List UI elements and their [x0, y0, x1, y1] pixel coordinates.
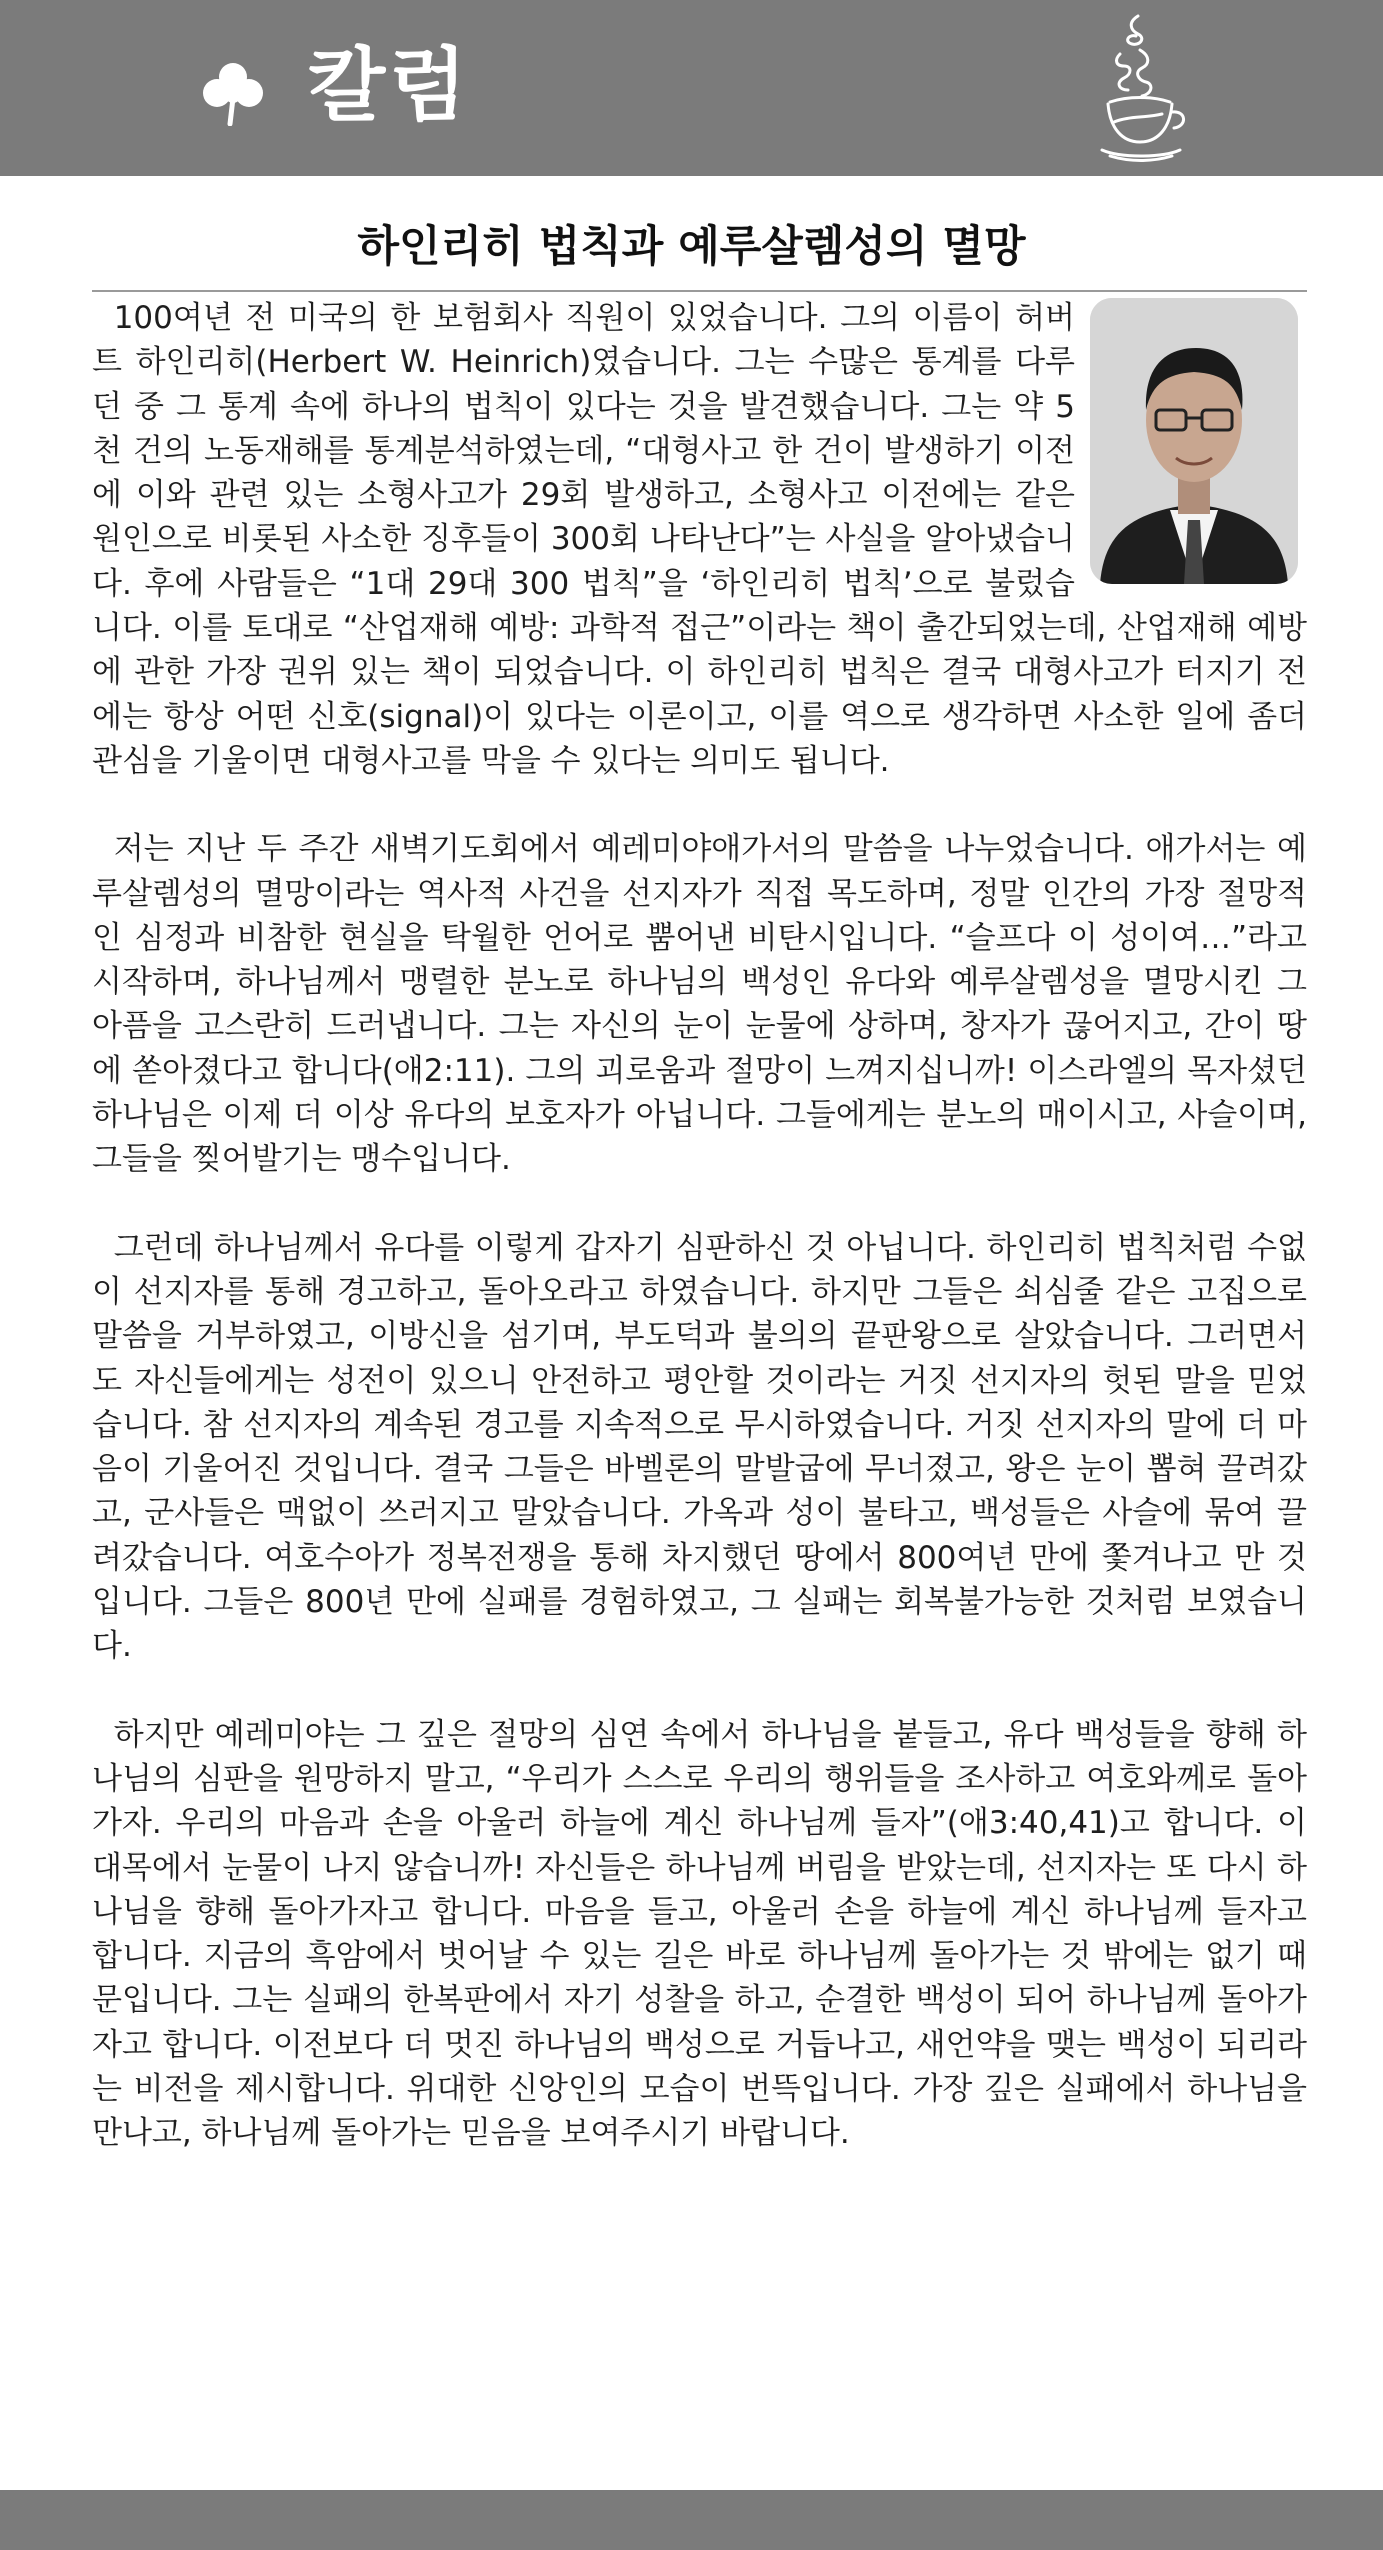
- header-bar: [0, 0, 1383, 176]
- article-body: [92, 296, 1307, 2200]
- coffee-cup-icon: [1080, 10, 1190, 170]
- photo-spacer: [1075, 296, 1307, 596]
- paragraph: 저는 지난 두 주간 새벽기도회에서 예레미야애가서의 말씀을 나누었습니다. 애가서는 예루살렘성의 멸망이라는 역사적 사건을 선지자가 직접 목도하며, 정말 인간의 가장 절망적인 심정과 비참한 현실을 탁월한 언어로 뿜어낸 비탄시입니다. “슬프다 이 성이여…”라고 시작하며, 하나님께서 맹렬한 분노로 하나님의 백성인 유다와 예루살렘성을 멸망시킨 그 아픔을 고스란히 드러냅니다. 그는 자신의 눈이 눈물에 상하며, 창자가 끊어지고, 간이 땅에 쏟아졌다고 합니다(애2:11). 그의 괴로움과 절망이 느껴지십니까! 이스라엘의 목자셨던 하나님은 이제 더 이상 유다의 보호자가 아닙니다. 그들에게는 분노의 매이시고, 사슬이며, 그들을 찢어발기는 맹수입니다.: [92, 831, 1307, 1178]
- article-title: 하인리히 법칙과 예루살렘성의 멸망: [357, 222, 1026, 272]
- footer-bar: [0, 2490, 1383, 2550]
- clover-icon: [200, 60, 266, 126]
- section-title: 칼럼: [308, 39, 471, 132]
- paragraph: 100여년 전 미국의 한 보험회사 직원이 있었습니다. 그의 이름이 허버트 하인리히(Herbert W. Heinrich)였습니다. 그는 수많은 통계를 다루던 중 그 통계 속에 하나의 법칙이 있다는 것을 발견했습니다. 그는 약 5천 건의 노동재해를 통계분석하였는데, “대형사고 한 건이 발생하기 이전에 이와 관련 있는 소형사고가 29회 발생하고, 소형사고 이전에는 같은 원인으로 비롯된 사소한 징후들이 300회 나타난다”는 사실을 알아냈습니다. 후에 사람들은 “1대 29대 300 법칙”을 ‘하인리히 법칙’으로 불렀습니다. 이를 토대로 “산업재해 예방: 과학적 접근”이라는 책이 출간되었는데, 산업재해 예방에 관한 가장 권위 있는 책이 되었습니다. 이 하인리히 법칙은 결국 대형사고가 터지기 전에는 항상 어떤 신호(signal)이 있다는 이론이고, 이를 역으로 생각하면 사소한 일에 좀더 관심을 기울이면 대형사고를 막을 수 있다는 의미도 됩니다.: [92, 300, 1307, 779]
- paragraph: 하지만 예레미야는 그 깊은 절망의 심연 속에서 하나님을 붙들고, 유다 백성들을 향해 하나님의 심판을 원망하지 말고, “우리가 스스로 우리의 행위들을 조사하고 여호와께로 돌아가자. 우리의 마음과 손을 아울러 하늘에 계신 하나님께 들자”(애3:40,41)고 합니다. 이 대목에서 눈물이 나지 않습니까! 자신들은 하나님께 버림을 받았는데, 선지자는 또 다시 하나님을 향해 돌아가자고 합니다. 마음을 들고, 아울러 손을 하늘에 계신 하나님께 들자고 합니다. 지금의 흑암에서 벗어날 수 있는 길은 바로 하나님께 돌아가는 것 밖에는 없기 때문입니다. 그는 실패의 한복판에서 자기 성찰을 하고, 순결한 백성이 되어 하나님께 돌아가자고 합니다. 이전보다 더 멋진 하나님의 백성으로 거듭나고, 새언약을 맺는 백성이 되리라는 비전을 제시합니다. 위대한 신앙인의 모습이 번뜩입니다. 가장 깊은 실패에서 하나님을 만나고, 하나님께 돌아가는 믿음을 보여주시기 바랍니다.: [92, 1716, 1307, 2152]
- title-divider: [92, 290, 1307, 292]
- paragraph: 그런데 하나님께서 유다를 이렇게 갑자기 심판하신 것 아닙니다. 하인리히 법칙처럼 수없이 선지자를 통해 경고하고, 돌아오라고 하였습니다. 하지만 그들은 쇠심줄 같은 고집으로 말씀을 거부하였고, 이방신을 섬기며, 부도덕과 불의의 끝판왕으로 살았습니다. 그러면서도 자신들에게는 성전이 있으니 안전하고 평안할 것이라는 거짓 선지자의 헛된 말을 믿었습니다. 참 선지자의 계속된 경고를 지속적으로 무시하였습니다. 거짓 선지자의 말에 더 마음이 기울어진 것입니다. 결국 그들은 바벨론의 말발굽에 무너졌고, 왕은 눈이 뽑혀 끌려갔고, 군사들은 맥없이 쓰러지고 말았습니다. 가옥과 성이 불타고, 백성들은 사슬에 묶여 끌려갔습니다. 여호수아가 정복전쟁을 통해 차지했던 땅에서 800여년 만에 쫓겨나고 만 것입니다. 그들은 800년 만에 실패를 경험하였고, 그 실패는 회복불가능한 것처럼 보였습니다.: [92, 1229, 1307, 1665]
